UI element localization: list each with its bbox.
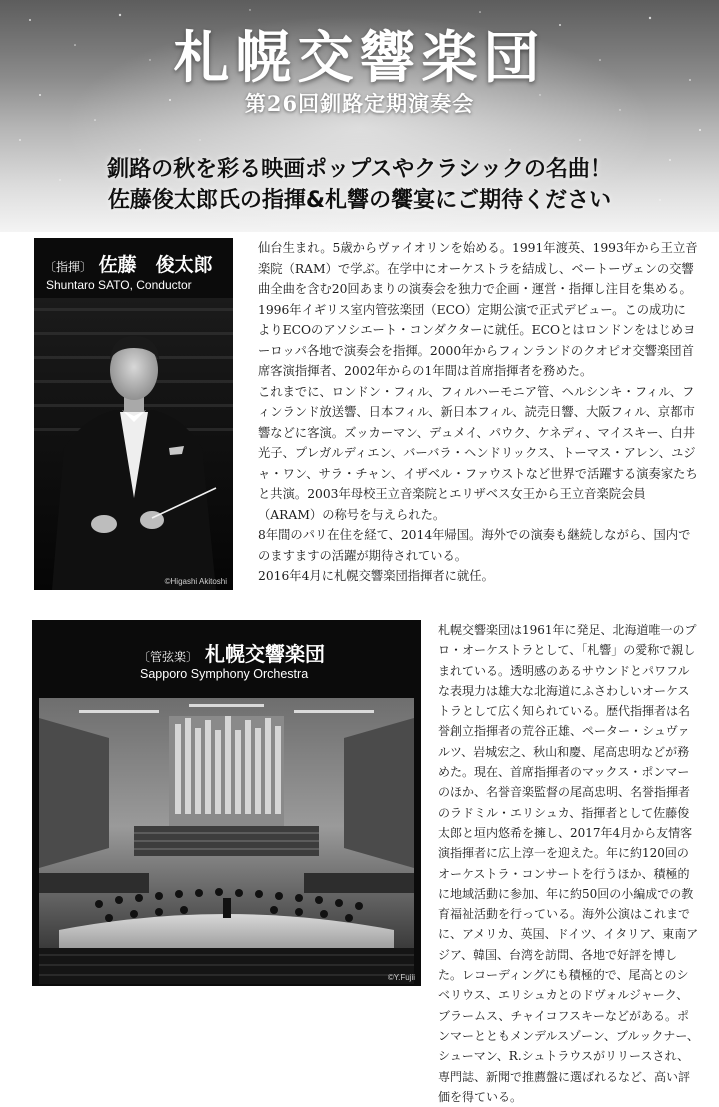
orchestra-photo-panel	[32, 620, 421, 986]
conductor-photo-credit: ©Higashi Akitoshi	[164, 577, 227, 586]
tagline-line-1: 釧路の秋を彩る映画ポップスやクラシックの名曲！	[107, 157, 612, 182]
conductor-name: 佐藤 俊太郎	[98, 254, 213, 276]
conductor-photo	[34, 298, 233, 590]
orchestra-name: 札幌交響楽団	[204, 642, 325, 666]
orchestra-photo-credit: ©Y.Fujii	[387, 973, 415, 982]
page-title: 札幌交響楽団	[173, 25, 546, 91]
conductor-name-en: Shuntaro SATO, Conductor	[46, 278, 192, 292]
tagline-line-2: 佐藤俊太郎氏の指揮&札響の饗宴にご期待ください	[107, 188, 612, 213]
conductor-role: 〔指揮〕	[44, 260, 93, 274]
conductor-bio-paragraph: 仙台生まれ。5歳からヴァイオリンを始める。1991年渡英、1993年から王立音楽院（RAM）で学ぶ。在学中にオーケストラを結成し、ベートーヴェンの交響曲全曲を含む20回あまりの演奏会を独力で企画・運営・指揮し注目を集める。1996年イギリス室内管弦楽団（ECO）定期公演で正式デビュー。この成功によりECOのアソシエート・コンダクターに就任。ECOとはロンドンをはじめヨーロッパ各地で演奏会を指揮。2000年からフィンランドのクオピオ交響楽団首席客演指揮者、2002年からの1年間は首席指揮者を務めた。	[258, 241, 698, 378]
orchestra-name-en: Sapporo Symphony Orchestra	[140, 667, 309, 681]
conductor-photo-panel	[34, 238, 233, 590]
orchestra-bio-paragraph: 札幌交響楽団は1961年に発足、北海道唯一のプロ・オーケストラとして、「札響」の愛称で親しまれている。透明感のあるサウンドとパワフルな表現力は雄大な北海道にふさわしいオーケストラとして広く知られている。歴代指揮者は名誉創立指揮者の荒谷正雄、ペーター・シュヴァルツ、岩城宏之、秋山和慶、尾高忠明などが務めた。現在、首席指揮者のマックス・ポンマーのほか、名誉音楽監督の尾高忠明、名誉指揮者のラドミル・エリシュカ、指揮者として佐藤俊太郎と垣内悠希を擁し、2017年4月から友情客演指揮者に広上淳一を迎えた。年に約120回のオーケストラ・コンサートを行うほか、積極的に地域活動に参加、年に約50回の小編成での教育福祉活動を行っている。海外公演はこれまでに、アメリカ、英国、ドイツ、イタリア、東南アジア、韓国、台湾を訪問、各地で好評を博した。レコーディングにも積極的で、尾高とのシベリウス、エリシュカとのドヴォルジャーク、ブラームス、チャイコフスキーなどがある。ポンマーとともメンデルスゾーン、ブルックナー、シューマン、R.シュトラウスがリリースされ、専門誌、新聞で推薦盤に選ばれるなど、高い評価を得ている。	[438, 623, 699, 1104]
conductor-bio-paragraph: これまでに、ロンドン・フィル、フィルハーモニア管、ヘルシンキ・フィル、フィンランド放送響、日本フィル、新日本フィル、読売日響、大阪フィル、京都市響などに客演。ズッカーマン、デュメイ、パウク、ケネディ、マイスキー、白井光子、プレガルディエン、バーバラ・ヘンドリックス、トーマス・アレン、ユジャ・ワン、サラ・チャン、イザベル・ファウストなど世界で活躍する演奏家たちと共演。2003年母校王立音楽院とエリザベス女王から王立音楽院会員（ARAM）の称号を与えられた。	[258, 384, 698, 522]
concert-hall-photo	[39, 698, 414, 984]
orchestra-biography	[438, 620, 700, 1107]
conductor-biography	[258, 238, 698, 587]
orchestra-heading	[138, 638, 325, 667]
conductor-bio-paragraph: 2016年4月に札幌交響楽団指揮者に就任。	[258, 569, 494, 583]
conductor-heading	[44, 250, 213, 277]
conductor-bio-paragraph: 8年間のパリ在住を経て、2014年帰国。海外での演奏も継続しながら、国内でのますますの活躍が期待されている。	[258, 528, 691, 563]
concert-subtitle: 第26回釧路定期演奏会	[244, 91, 475, 116]
orchestra-role: 〔管弦楽〕	[138, 650, 199, 664]
header-banner	[0, 0, 719, 232]
